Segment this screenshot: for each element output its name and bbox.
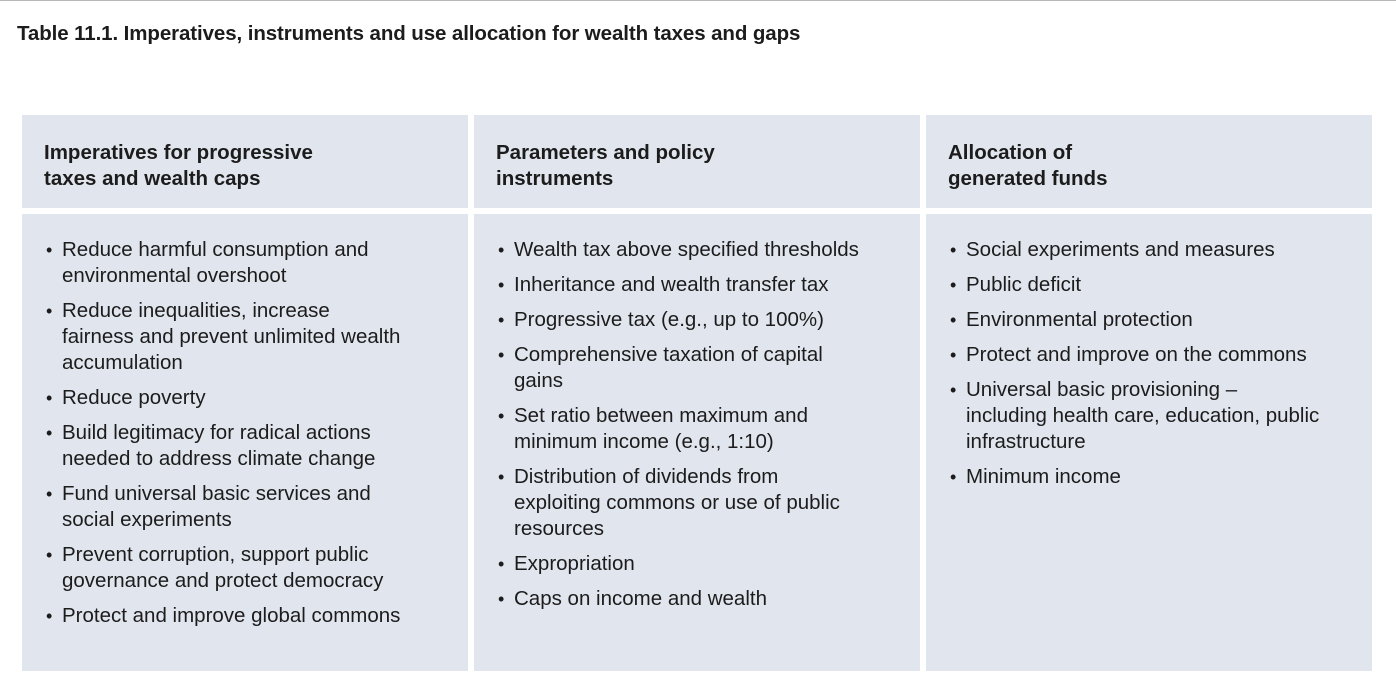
list-item-text: Reduce poverty — [62, 386, 206, 409]
bullet-icon: • — [498, 345, 505, 365]
bullet-icon: • — [950, 240, 957, 260]
list-item-text: Build legitimacy for radical actions — [62, 421, 371, 444]
list-item-text: Universal basic provisioning – — [966, 378, 1238, 401]
list-item-text: governance and protect democracy — [62, 569, 384, 592]
list-item — [948, 377, 1354, 455]
policy-table — [22, 115, 1372, 671]
list-item — [44, 603, 450, 629]
list-item-text: Expropriation — [514, 552, 635, 575]
column-header-line: taxes and wealth caps — [44, 167, 261, 190]
top-divider — [0, 0, 1396, 1]
bullet-icon: • — [498, 240, 505, 260]
list-item — [948, 342, 1354, 368]
column-header-line: Parameters and policy — [496, 141, 715, 164]
list-item-text: Protect and improve global commons — [62, 604, 401, 627]
bullet-list — [948, 237, 1354, 490]
bullet-icon: • — [46, 388, 53, 408]
column-header — [474, 115, 920, 208]
bullet-icon: • — [46, 606, 53, 626]
bullet-icon: • — [46, 545, 53, 565]
column-header-line: Allocation of — [948, 141, 1073, 164]
list-item-text: fairness and prevent unlimited wealth — [62, 325, 401, 348]
bullet-icon: • — [46, 301, 53, 321]
list-item-text: social experiments — [62, 508, 232, 531]
column-header-line: Imperatives for progressive — [44, 141, 313, 164]
bullet-icon: • — [498, 467, 505, 487]
list-item — [44, 298, 450, 376]
column-allocation — [926, 115, 1372, 671]
list-item-text: Reduce harmful consumption and — [62, 238, 369, 261]
list-item-text: Reduce inequalities, increase — [62, 299, 330, 322]
list-item-text: Wealth tax above specified thresholds — [514, 238, 859, 261]
list-item-text: exploiting commons or use of public — [514, 491, 840, 514]
list-item-text: Environmental protection — [966, 308, 1193, 331]
list-item — [496, 342, 902, 394]
list-item-text: Inheritance and wealth transfer tax — [514, 273, 829, 296]
list-item — [496, 586, 902, 612]
column-body — [22, 214, 468, 671]
list-item-text: Protect and improve on the commons — [966, 343, 1307, 366]
list-item — [496, 237, 902, 263]
list-item-text: gains — [514, 369, 564, 392]
column-header — [22, 115, 468, 208]
bullet-icon: • — [498, 310, 505, 330]
list-item-text: needed to address climate change — [62, 447, 376, 470]
list-item — [44, 542, 450, 594]
list-item — [44, 420, 450, 472]
list-item-text: Distribution of dividends from — [514, 465, 779, 488]
list-item — [948, 464, 1354, 490]
list-item-text: Fund universal basic services and — [62, 482, 371, 505]
list-item-text: including health care, education, public — [966, 404, 1320, 427]
list-item — [496, 272, 902, 298]
list-item-text: accumulation — [62, 351, 183, 374]
list-item-text: Progressive tax (e.g., up to 100%) — [514, 308, 824, 331]
list-item — [496, 551, 902, 577]
column-body — [926, 214, 1372, 671]
bullet-icon: • — [950, 380, 957, 400]
list-item-text: resources — [514, 517, 605, 540]
list-item-text: Caps on income and wealth — [514, 587, 767, 610]
column-instruments — [474, 115, 920, 671]
bullet-icon: • — [950, 467, 957, 487]
list-item-text: environmental overshoot — [62, 264, 287, 287]
bullet-icon: • — [950, 345, 957, 365]
list-item-text: Comprehensive taxation of capital — [514, 343, 823, 366]
list-item — [44, 481, 450, 533]
bullet-icon: • — [950, 275, 957, 295]
list-item — [496, 307, 902, 333]
bullet-list — [496, 237, 902, 612]
bullet-icon: • — [498, 406, 505, 426]
bullet-icon: • — [498, 275, 505, 295]
list-item-text: infrastructure — [966, 430, 1086, 453]
list-item — [948, 272, 1354, 298]
list-item — [44, 385, 450, 411]
list-item-text: Set ratio between maximum and — [514, 404, 808, 427]
list-item-text: minimum income (e.g., 1:10) — [514, 430, 774, 453]
list-item-text: Social experiments and measures — [966, 238, 1275, 261]
list-item-text: Minimum income — [966, 465, 1121, 488]
column-imperatives — [22, 115, 468, 671]
column-body — [474, 214, 920, 671]
list-item — [496, 464, 902, 542]
list-item-text: Public deficit — [966, 273, 1082, 296]
table-caption: Table 11.1. Imperatives, instruments and use allocation for wealth taxes and gaps — [17, 22, 801, 45]
list-item — [496, 403, 902, 455]
list-item — [948, 237, 1354, 263]
bullet-icon: • — [498, 589, 505, 609]
bullet-icon: • — [46, 484, 53, 504]
column-header-line: instruments — [496, 167, 614, 190]
bullet-icon: • — [46, 423, 53, 443]
bullet-icon: • — [950, 310, 957, 330]
bullet-list — [44, 237, 450, 629]
list-item — [948, 307, 1354, 333]
bullet-icon: • — [498, 554, 505, 574]
column-header — [926, 115, 1372, 208]
list-item — [44, 237, 450, 289]
list-item-text: Prevent corruption, support public — [62, 543, 369, 566]
bullet-icon: • — [46, 240, 53, 260]
column-header-line: generated funds — [948, 167, 1108, 190]
